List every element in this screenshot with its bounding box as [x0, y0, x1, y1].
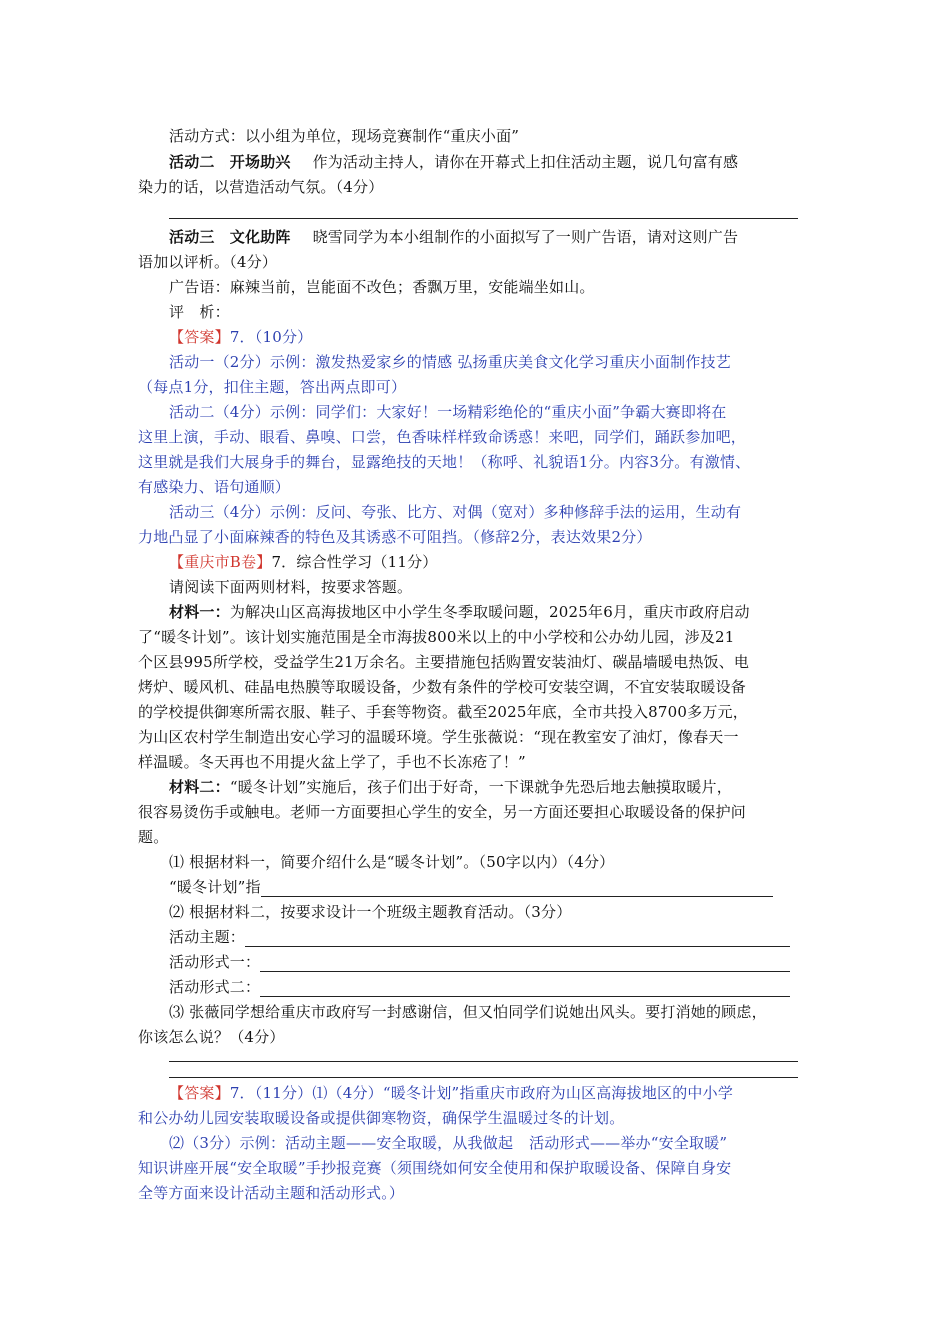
activity-three-text: 晓雪同学为本小组制作的小面拟写了一则广告语，请对这则广告 [312, 228, 739, 246]
answer-blank-line [169, 1077, 798, 1078]
answer-two-line2: 和公办幼儿园安装取暖设备或提供御寒物资，确保学生温暖过冬的计划。 [138, 1109, 625, 1127]
material-one-text: 为解决山区高海拔地区中小学生冬季取暖问题，2025年6月，重庆市政府启动 [229, 603, 750, 621]
source-tag: 【重庆市B卷】 [169, 553, 272, 571]
activity-two-line [169, 152, 738, 172]
sub-question-one: ⑴ 根据材料一，简要介绍什么是“暖冬计划”。（50字以内）（4分） [169, 853, 615, 871]
material-one-line3: 个区县995所学校，受益学生21万余名。主要措施包括购置安装油灯、碳晶墙暖电热饭、电 [138, 653, 750, 671]
material-two-line1 [169, 777, 732, 797]
activity-form-two-line [169, 977, 790, 997]
answer-activity-three-line2: 力地凸显了小面麻辣香的特色及其诱惑不可阻挡。（修辞2分，表达效果2分） [138, 528, 652, 546]
answer-blank-line[interactable] [260, 955, 790, 972]
activity-two-title: 活动二 开场助兴 [169, 153, 291, 171]
material-two-line2: 很容易烫伤手或触电。老师一方面要担心学生的安全，另一方面还要担心取暖设备的保护问 [138, 803, 747, 821]
answer-two-line1 [169, 1083, 733, 1103]
activity-theme-label: 活动主题： [169, 928, 246, 946]
sub-question-two: ⑵ 根据材料二，按要求设计一个班级主题教育活动。（3分） [169, 903, 572, 921]
activity-form-one-label: 活动形式一： [169, 953, 261, 971]
activity-method-text: 活动方式：以小组为单位，现场竞赛制作“重庆小面” [169, 127, 520, 145]
answer-blank-line [169, 1061, 798, 1062]
answer-activity-two-line2: 这里上演，手动、眼看、鼻嗅、口尝，色香味样样致命诱惑！来吧，同学们，踊跃参加吧， [138, 428, 747, 446]
answer-activity-two-line4: 有感染力、语句通顺） [138, 478, 291, 496]
answer-two-line4: 知识讲座开展“安全取暖”手抄报竞赛（须围绕如何安全使用和保护取暖设备、保障自身安 [138, 1159, 732, 1177]
question-title: 7．综合性学习（11分） [271, 553, 438, 571]
material-one-line4: 烤炉、暖风机、硅晶电热膜等取暖设备，少数有条件的学校可安装空调，不宜安装取暖设备 [138, 678, 747, 696]
sub-question-one-answer-line [169, 877, 773, 897]
analysis-label: 评 析： [169, 303, 230, 321]
slogan-text: 广告语：麻辣当前，岂能面不改色；香飘万里，安能端坐如山。 [169, 278, 595, 296]
material-one-line6: 为山区农村学生制造出安心学习的温暖环境。学生张薇说：“现在教室安了油灯，像春天一 [138, 728, 739, 746]
answer-number: 7．（10分） [229, 328, 313, 346]
answer-blank-line[interactable] [245, 930, 790, 947]
activity-two-text: 作为活动主持人，请你在开幕式上扣住活动主题，说几句富有感 [312, 153, 739, 171]
answer-tag: 【答案】 [169, 328, 230, 346]
question-heading [169, 552, 437, 572]
answer-two-line5: 全等方面来设计活动主题和活动形式。） [138, 1184, 405, 1202]
sub-question-three-line2: 你该怎么说？（4分） [138, 1028, 285, 1046]
answer-tag: 【答案】 [169, 1084, 230, 1102]
activity-two-text-cont: 染力的话，以营造活动气氛。（4分） [138, 178, 384, 196]
material-one-line1 [169, 602, 750, 622]
material-one-label: 材料一： [169, 603, 230, 621]
material-two-line3: 题。 [138, 828, 169, 846]
activity-theme-line [169, 927, 790, 947]
material-two-text: “暖冬计划”实施后，孩子们出于好奇，一下课就争先恐后地去触摸取暖片， [229, 778, 732, 796]
answer-two-form: 活动形式——举办“安全取暖” [529, 1134, 728, 1152]
answer-activity-one-note: （每点1分，扣住主题，答出两点即可） [138, 378, 407, 396]
answer-activity-two-line3: 这里就是我们大展身手的舞台，显露绝技的天地！（称呼、礼貌语1分。内容3分。有激情、 [138, 453, 751, 471]
answer-two-text: 7．（11分）⑴（4分）“暖冬计划”指重庆市政府为山区高海拔地区的中小学 [229, 1084, 734, 1102]
question-intro: 请阅读下面两则材料，按要求答题。 [169, 578, 413, 596]
activity-three-title: 活动三 文化助阵 [169, 228, 291, 246]
material-one-line2: 了“暖冬计划”。该计划实施范围是全市海拔800米以上的中小学校和公办幼儿园，涉及21 [138, 628, 735, 646]
answer-blank-line [169, 218, 798, 219]
material-one-line5: 的学校提供御寒所需衣服、鞋子、手套等物资。截至2025年底，全市共投入8700多万元， [138, 703, 748, 721]
sub-question-three-line1: ⑶ 张薇同学想给重庆市政府写一封感谢信，但又怕同学们说她出风头。要打消她的顾虑， [169, 1003, 767, 1021]
activity-form-one-line [169, 952, 790, 972]
answer-activity-one: 活动一（2分）示例：激发热爱家乡的情感 弘扬重庆美食文化学习重庆小面制作技艺 [169, 353, 731, 371]
answer-blank-line[interactable] [261, 880, 773, 897]
activity-form-two-label: 活动形式二： [169, 978, 261, 996]
answer-activity-two-line1: 活动二（4分）示例：同学们：大家好！一场精彩绝伦的“重庆小面”争霸大赛即将在 [169, 403, 727, 421]
answer-two-line3 [169, 1133, 727, 1153]
material-one-line7: 样温暖。冬天再也不用提火盆上学了，手也不长冻疮了！” [138, 753, 526, 771]
answer-two-theme: ⑵（3分）示例：活动主题——安全取暖，从我做起 [169, 1134, 514, 1152]
plan-definition-prefix: “暖冬计划”指 [169, 878, 261, 896]
answer-activity-three-line1: 活动三（4分）示例：反问、夸张、比方、对偶（宽对）多种修辞手法的运用，生动有 [169, 503, 742, 521]
answer-heading [169, 327, 312, 347]
material-two-label: 材料二： [169, 778, 230, 796]
answer-blank-line[interactable] [260, 980, 790, 997]
activity-three-line [169, 227, 738, 247]
activity-three-text-cont: 语加以评析。（4分） [138, 253, 278, 271]
